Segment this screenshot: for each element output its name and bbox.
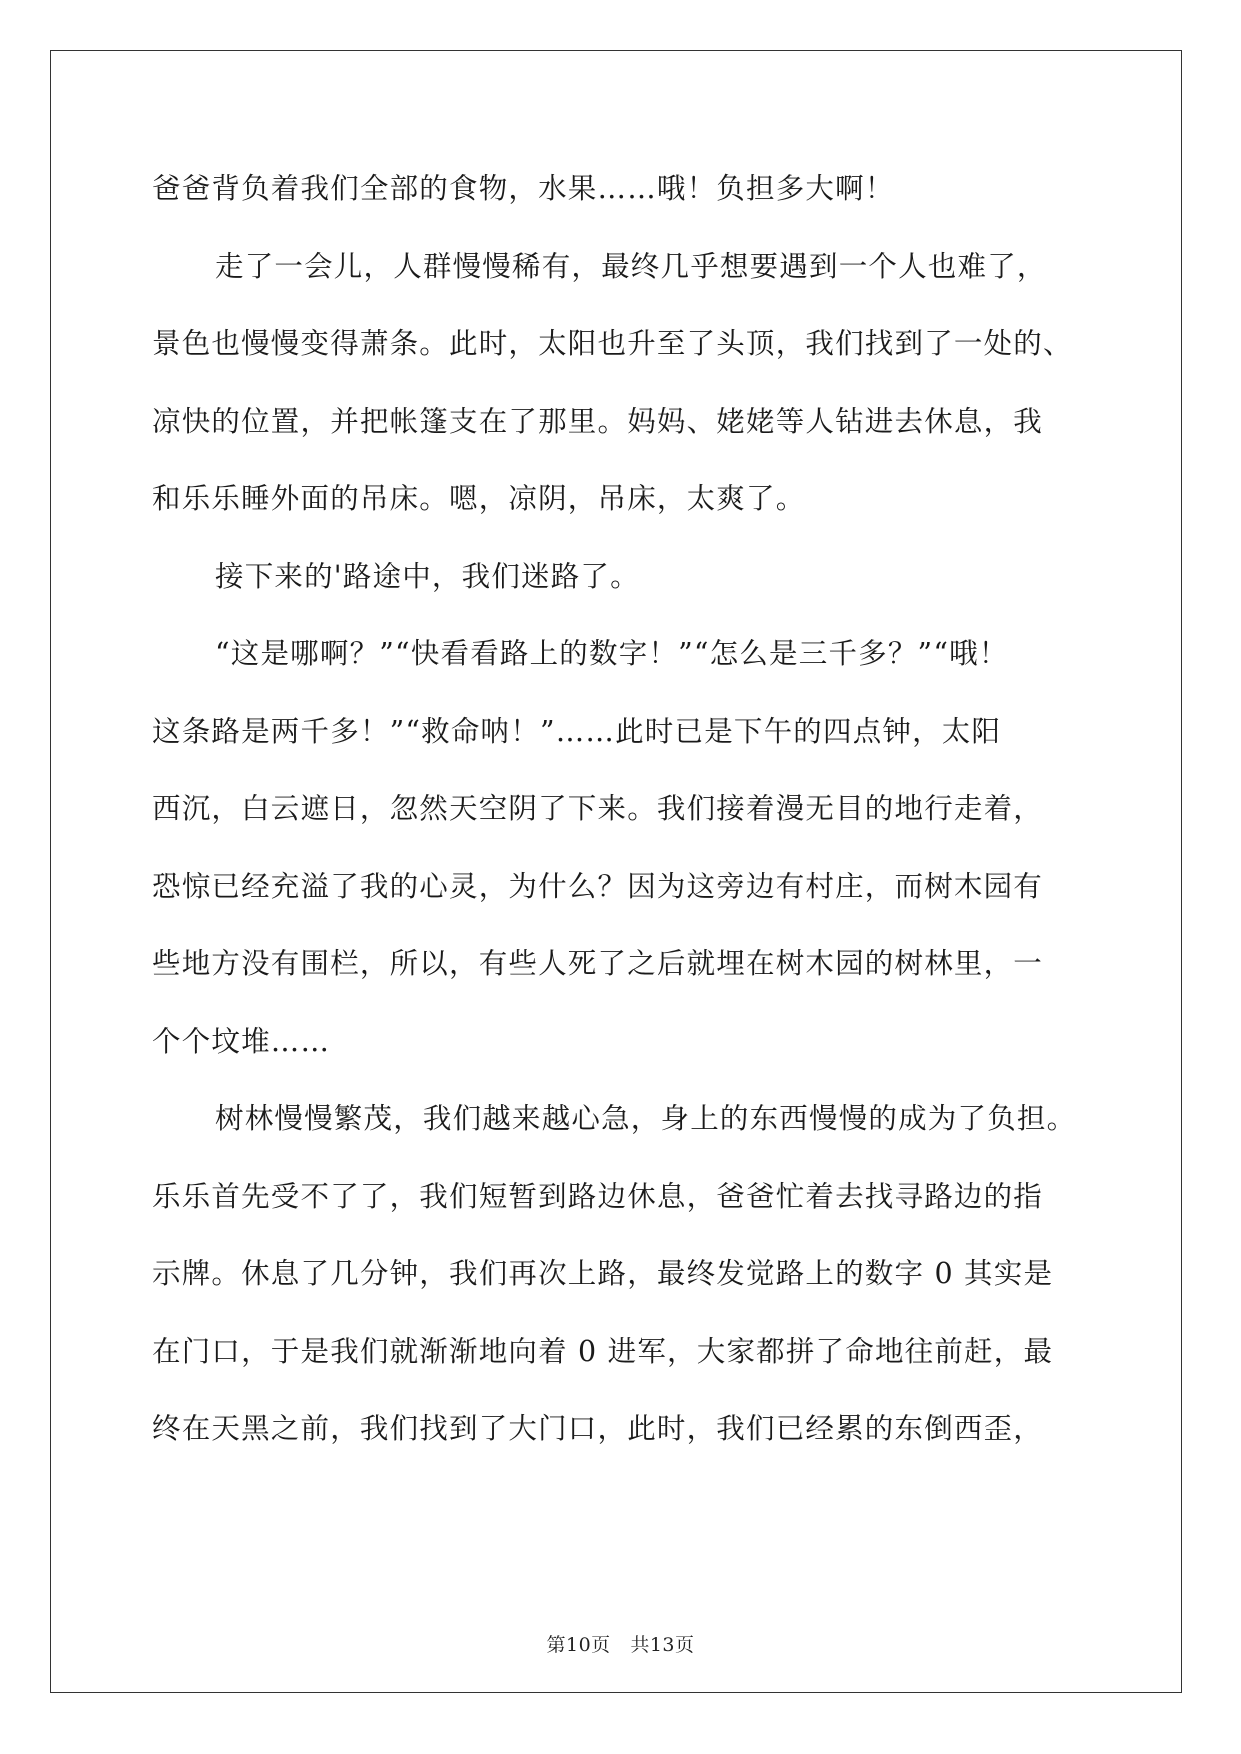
text-line: 在门口，于是我们就渐渐地向着 0 进军，大家都拼了命地往前赶，最 [152, 1334, 1054, 1368]
text-line: 终在天黑之前，我们找到了大门口，此时，我们已经累的东倒西歪， [152, 1412, 1044, 1445]
text-line: 示牌。休息了几分钟，我们再次上路，最终发觉路上的数字 0 其实是 [152, 1257, 1054, 1290]
text-line: 恐惊已经充溢了我的心灵，为什么？因为这旁边有村庄，而树木园有 [152, 869, 1044, 903]
text-line: 爸爸背负着我们全部的食物，水果……哦！负担多大啊！ [152, 172, 895, 205]
text-line: “这是哪啊？”“快看看路上的数字！”“怎么是三千多？”“哦！ [215, 637, 1009, 670]
text-line: 个个坟堆…… [152, 1024, 331, 1058]
text-line: 接下来的'路途中，我们迷路了。 [215, 559, 640, 593]
page-footer [0, 1630, 1241, 1657]
text-line: 凉快的位置，并把帐篷支在了那里。妈妈、姥姥等人钻进去休息，我 [152, 404, 1044, 438]
text-line: 些地方没有围栏，所以，有些人死了之后就埋在树木园的树林里，一 [152, 947, 1044, 980]
text-line: 树林慢慢繁茂，我们越来越心急，身上的东西慢慢的成为了负担。 [215, 1102, 1077, 1135]
text-line: 和乐乐睡外面的吊床。嗯，凉阴，吊床，太爽了。 [152, 482, 806, 515]
current-page-number: 第10页 [546, 1634, 611, 1656]
footer-spacer [611, 1634, 631, 1656]
text-line: 西沉，白云遮日，忽然天空阴了下来。我们接着漫无目的地行走着， [152, 792, 1044, 825]
text-line: 走了一会儿，人群慢慢稀有，最终几乎想要遇到一个人也难了， [215, 249, 1047, 283]
document-body [152, 165, 1092, 1483]
total-pages: 共13页 [630, 1634, 695, 1656]
text-line: 这条路是两千多！”“救命呐！”……此时已是下午的四点钟，太阳 [152, 714, 1002, 748]
text-line: 乐乐首先受不了了，我们短暂到路边休息，爸爸忙着去找寻路边的指 [152, 1179, 1044, 1213]
text-line: 景色也慢慢变得萧条。此时，太阳也升至了头顶，我们找到了一处的、 [152, 327, 1073, 360]
